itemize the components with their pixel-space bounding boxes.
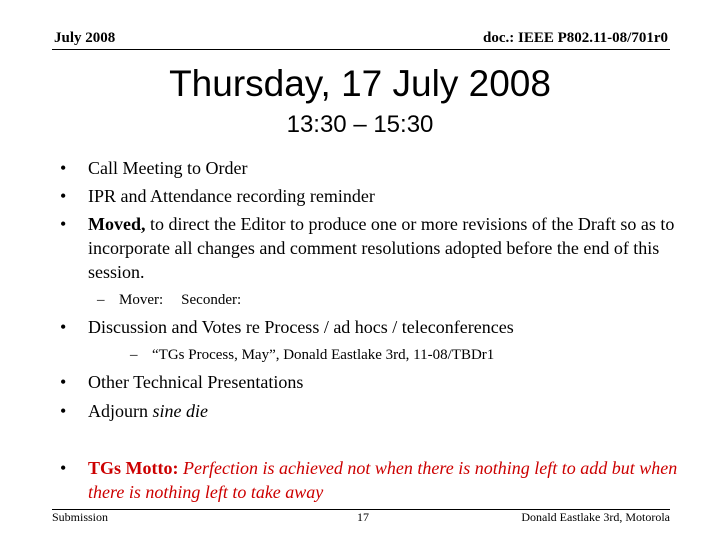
bullet-marker: •	[60, 158, 67, 178]
footer-submission: Submission	[52, 510, 109, 524]
agenda-item-text: Discussion and Votes re Process / ad hocs / teleconferences	[88, 317, 514, 337]
sub-item-tgs-process	[130, 345, 494, 365]
bullet-marker: •	[60, 214, 67, 234]
motto-text: Perfection is achieved not when there is nothing left to add but when there is nothing left to take away	[88, 458, 678, 502]
bullet-marker: •	[60, 317, 67, 337]
seconder-label: Seconder:	[181, 292, 242, 308]
dash-marker: –	[130, 347, 138, 363]
bullet-marker: •	[60, 458, 67, 478]
header-date: July 2008	[54, 30, 116, 46]
adjourn-italic: sine die	[152, 401, 208, 421]
sub-item-text: “TGs Process, May”, Donald Eastlake 3rd, 11-08/TBDr1	[152, 347, 495, 363]
motion-text: to direct the Editor to produce one or more revisions of the Draft so as to incorporate all changes and comment resolutions adopted before the end of this session.	[88, 214, 675, 282]
bullet-marker: •	[60, 372, 67, 392]
mover-label: Mover:	[119, 292, 164, 308]
agenda-item-text: Other Technical Presentations	[88, 372, 304, 392]
agenda-item-text: Call Meeting to Order	[88, 158, 248, 178]
footer-page-number: 17	[357, 510, 369, 524]
adjourn-text: Adjourn	[88, 401, 153, 421]
dash-marker: –	[97, 292, 105, 308]
agenda-item-text	[88, 456, 678, 504]
footer-author: Donald Eastlake 3rd, Motorola	[521, 510, 670, 524]
slide-title: Thursday, 17 July 2008	[169, 63, 551, 104]
agenda-item-text	[88, 212, 678, 284]
agenda-item-text: IPR and Attendance recording reminder	[88, 186, 375, 206]
motto-label: TGs Motto:	[88, 458, 179, 478]
bullet-marker: •	[60, 401, 67, 421]
slide-subtitle: 13:30 – 15:30	[286, 111, 434, 138]
motion-label: Moved,	[88, 214, 146, 234]
header-rule	[52, 49, 670, 50]
sub-item-mover-seconder	[97, 290, 241, 310]
header-doc-id: doc.: IEEE P802.11-08/701r0	[482, 30, 668, 46]
agenda-item-text	[88, 399, 678, 423]
bullet-marker: •	[60, 186, 67, 206]
